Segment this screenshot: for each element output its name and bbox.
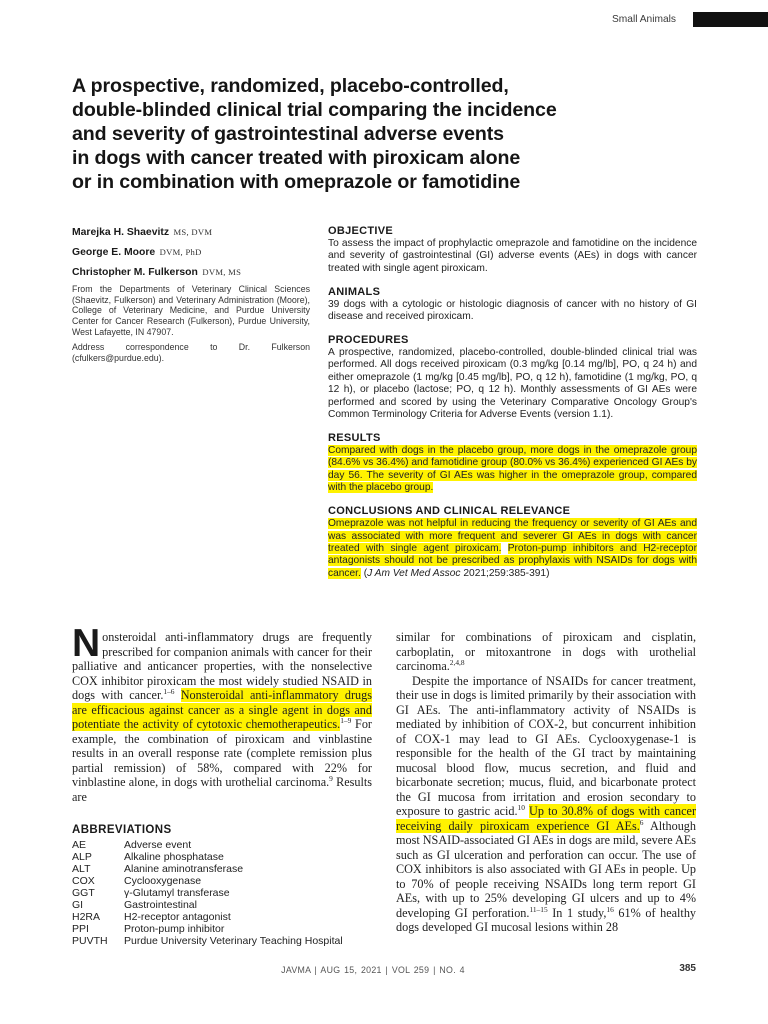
- abbreviation-row: [72, 863, 372, 875]
- article-title: [72, 74, 557, 194]
- reference-superscript: 1–6: [163, 686, 175, 696]
- body-column-left: [72, 622, 373, 804]
- abbreviation-definition: H2-receptor antagonist: [124, 911, 231, 923]
- author-degrees: MS, DVM: [173, 227, 213, 237]
- title-line: and severity of gastrointestinal adverse events: [72, 123, 504, 145]
- header-bar: [693, 12, 768, 27]
- abstract-heading-conclusions: CONCLUSIONS AND CLINICAL RELEVANCE: [328, 505, 571, 518]
- abbreviation: H2RA: [72, 911, 101, 923]
- reference-superscript: 9: [329, 773, 333, 783]
- reference-superscript: 1–9: [340, 715, 352, 725]
- abbreviation: ALP: [72, 851, 92, 863]
- abbreviation-definition: Alanine aminotransferase: [124, 863, 244, 875]
- abstract-results-text: [328, 445, 697, 495]
- body-text: similar for combinations of piroxicam and cisplatin, carboplatin, or mitoxantrone in dogs with urothelial carcinoma.: [396, 630, 696, 673]
- abbreviation-row: [72, 923, 372, 935]
- abbreviation-row: [72, 911, 372, 923]
- abbreviation-definition: Gastrointestinal: [124, 899, 197, 911]
- title-line: A prospective, randomized, placebo-controlled,: [72, 75, 509, 97]
- highlighted-text: Omeprazole was not helpful in reducing the frequency or severity of GI AEs and was associated with more frequent and severer GI AEs in dogs with cancer treated with single agent piroxicam.: [328, 518, 697, 554]
- reference-superscript: 11–15: [529, 904, 548, 914]
- author-degrees: DVM, PhD: [159, 247, 202, 257]
- abbreviation: PUVTH: [72, 935, 108, 947]
- abbreviation-definition: Purdue University Veterinary Teaching Hospital: [124, 935, 343, 947]
- abbreviation-row: [72, 875, 372, 887]
- page-number: 385: [679, 963, 696, 974]
- body-text: Results are: [72, 775, 373, 804]
- correspondence-address: Address correspondence to Dr. Fulkerson (cfulkers@purdue.edu).: [72, 342, 310, 363]
- abstract: [328, 224, 697, 580]
- abbreviation-definition: Adverse event: [124, 839, 192, 851]
- body-text: For example, the combination of piroxicam and vinblastine results in an overall response rate (complete remission plus partial remission) of 58%, compared with 22% for vinblastine alone, in dogs with urothelial carcinoma.: [72, 717, 372, 789]
- abstract-animals-text: 39 dogs with a cytologic or histologic diagnosis of cancer with no history of GI disease and received piroxicam.: [328, 298, 697, 323]
- title-line: in dogs with cancer treated with piroxicam alone: [72, 147, 521, 169]
- affiliation: From the Departments of Veterinary Clinical Sciences (Shaevitz, Fulkerson) and Veterinary Administration (Moore), College of Veterinary Medicine, and Purdue University Center for Cancer Research (Fulkerson), Purdue University, West Lafayette, IN 47907.: [72, 284, 310, 337]
- author-name: George E. Moore: [72, 247, 156, 258]
- abstract-heading-procedures: PROCEDURES: [328, 334, 409, 347]
- abbreviation-row: [72, 899, 372, 911]
- reference-superscript: 2,4,8: [449, 657, 465, 667]
- author-list: [72, 224, 312, 284]
- body-paragraph: [396, 630, 696, 674]
- body-column-right: [396, 630, 696, 935]
- abstract-conclusions-text: [328, 518, 697, 580]
- author-name: Marejka H. Shaevitz: [72, 227, 170, 238]
- abbreviation: PPI: [72, 923, 89, 935]
- abbreviation: GGT: [72, 887, 95, 899]
- highlighted-text: Compared with dogs in the placebo group, more dogs in the omeprazole group (84.6% vs 36.4%) and famotidine group (80.0% vs 36.4%) experienced GI AEs by day 56. The severity of GI AEs was higher in the omeprazole group, compared with the placebo group.: [328, 444, 697, 494]
- abstract-objective-text: To assess the impact of prophylactic omeprazole and famotidine on the incidence and severity of gastrointestinal (GI) adverse events (AEs) in dogs with cancer treated with single agent piroxicam.: [328, 238, 697, 274]
- reference-superscript: 6: [639, 817, 644, 827]
- abbreviation-row: [72, 935, 372, 947]
- abbreviation-row: [72, 851, 372, 863]
- author: [72, 244, 312, 264]
- abbreviations-list: [72, 839, 372, 947]
- author: [72, 264, 312, 284]
- abbreviation: COX: [72, 875, 95, 887]
- abbreviation: GI: [72, 899, 84, 911]
- abbreviation-row: [72, 839, 372, 851]
- citation-journal: J Am Vet Med Assoc: [367, 567, 461, 579]
- body-text: onsteroidal anti-inflammatory drugs are frequently prescribed for companion animals with cancer for their palliative and anticancer properties, with the nonselective COX inhibitor piroxicam the most widely studied NSAID in dogs with cancer.: [72, 630, 372, 702]
- abbreviations-heading: ABBREVIATIONS: [72, 824, 172, 836]
- title-line: or in combination with omeprazole or famotidine: [72, 171, 521, 193]
- citation-details: 2021;259:385-391): [460, 567, 550, 579]
- title-line: double-blinded clinical trial comparing the incidence: [72, 99, 557, 121]
- abbreviation-definition: Cyclooxygenase: [124, 875, 202, 887]
- section-label: Small Animals: [612, 14, 676, 25]
- highlighted-text: Up to 30.8% of dogs with cancer receiving daily piroxicam experience GI AEs.: [396, 804, 696, 833]
- abbreviation-definition: γ-Glutamyl transferase: [124, 887, 230, 899]
- reference-superscript: 10: [517, 802, 525, 812]
- body-text: Although most NSAID-associated GI AEs in dogs are mild, severe AEs such as GI ulceration and perforation can occur. The use of COX inhibitors is also associated with GI AEs in people. Up to 70% of people receiving NSAIDs long term report GI AEs, with up to 25% developing GI ulcers and up to 4% developing GI perforation.: [396, 818, 696, 920]
- body-text: Despite the importance of NSAIDs for cancer treatment, their use in dogs is limited primarily by their association with GI AEs. The anti-inflammatory activity of NSAIDs is mediated by inhibition of COX-2, but concurrent inhibition of COX-1 may lead to GI AEs. Cyclooxygenase-1 is responsible for the health of the GI tract by maintaining mucosal blood flow, mucus secretion, and fluid and bicarbonate secretion; mucus, fluid, and bicarbonate protect the GI mucosa from irritation and erosion secondary to exposure to gastric acid.: [396, 673, 696, 818]
- body-text: In 1 study,: [547, 905, 607, 920]
- journal-footer: JAVMA | AUG 15, 2021 | VOL 259 | NO. 4: [281, 965, 465, 975]
- abbreviation-definition: Proton-pump inhibitor: [124, 923, 225, 935]
- body-text: 61% of healthy dogs developed GI mucosal lesions within 28: [396, 905, 697, 934]
- abstract-procedures-text: A prospective, randomized, placebo-controlled, double-blinded clinical trial was performed. All dogs received piroxicam (0.3 mg/kg [0.14 mg/lb], PO, q 24 h) and either omeprazole (1 mg/kg [0.45 mg/lb], PO, q 12 h), famotidine (1 mg/kg, PO, q 12 h), or placebo (lactose; PO, q 12 h). Monthly assessments of GI AEs were performed and scored by using the Veterinary Comparative Oncology Group's Common Terminology Criteria for Adverse Events (version 1.1).: [328, 347, 697, 421]
- abbreviation-row: [72, 887, 372, 899]
- highlighted-text: Proton-pump inhibitors and H2-receptor antagonists should not be prescribed as prophylaxis with NSAIDs for dogs with cancer.: [328, 542, 697, 579]
- author: [72, 224, 312, 244]
- body-paragraph: [396, 674, 696, 935]
- intro-paragraph: [72, 622, 373, 804]
- abbreviation: AE: [72, 839, 87, 851]
- abbreviation-definition: Alkaline phosphatase: [124, 851, 224, 863]
- author-name: Christopher M. Fulkerson: [72, 267, 198, 278]
- drop-cap: N: [72, 622, 101, 665]
- highlighted-text: Nonsteroidal anti-inflammatory drugs are efficacious against cancer as a single agent in dogs and potentiate the activity of cytotoxic chemotherapeutics.: [72, 688, 372, 731]
- abstract-heading-results: RESULTS: [328, 431, 381, 444]
- abbreviation: ALT: [72, 863, 91, 875]
- author-degrees: DVM, MS: [202, 267, 242, 277]
- abstract-heading-objective: OBJECTIVE: [328, 225, 394, 237]
- reference-superscript: 16: [606, 904, 614, 914]
- citation-open: (: [363, 567, 368, 579]
- abstract-heading-animals: ANIMALS: [328, 285, 381, 298]
